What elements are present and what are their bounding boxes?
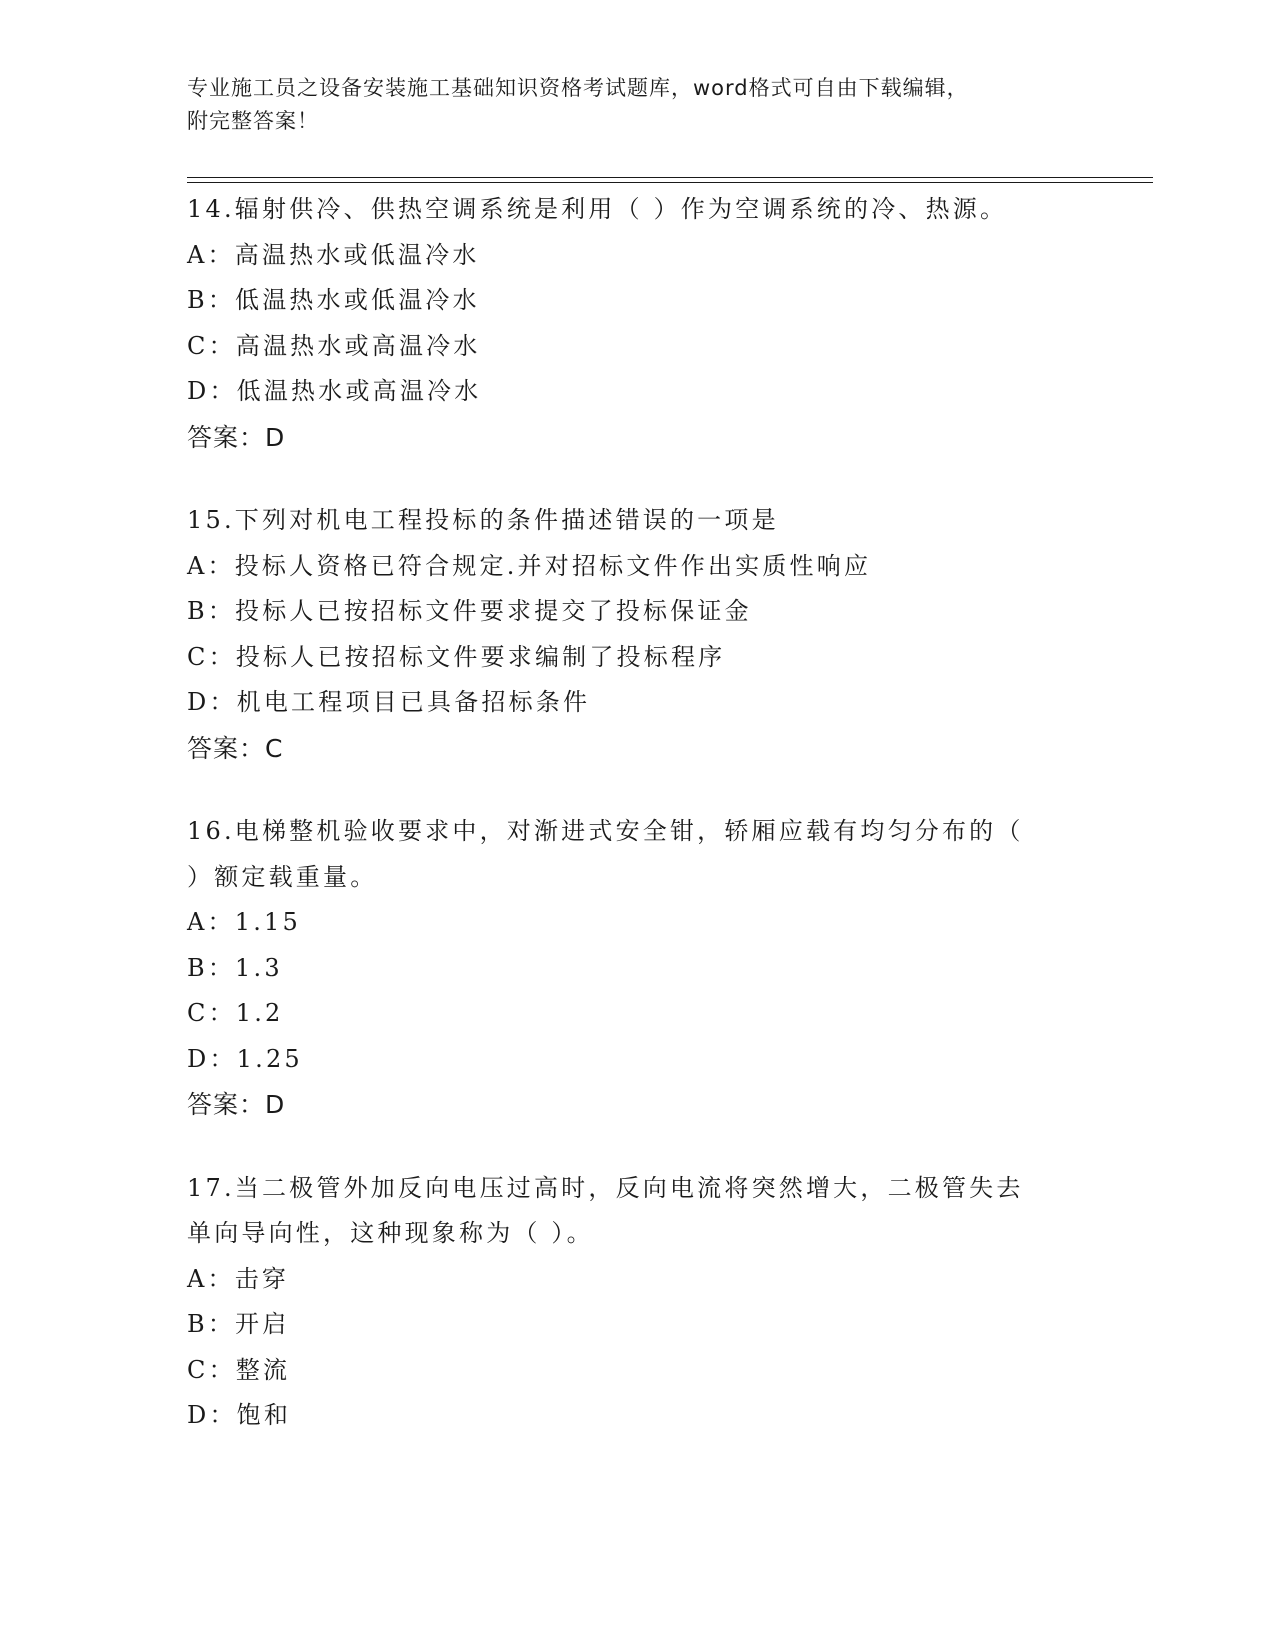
question-16 <box>187 809 1087 1128</box>
question-14 <box>187 187 1087 460</box>
option-a: A：1.15 <box>187 908 301 936</box>
question-stem <box>187 187 1087 233</box>
question-15 <box>187 498 1087 771</box>
option-b: B：投标人已按招标文件要求提交了投标保证金 <box>187 597 752 625</box>
stem-line: 14.辐射供冷、供热空调系统是利用（ ）作为空调系统的冷、热源。 <box>187 195 1008 223</box>
option-b: B：开启 <box>187 1310 290 1338</box>
header-divider-top <box>187 177 1153 178</box>
option-a: A：高温热水或低温冷水 <box>187 240 480 269</box>
option-d: D：1.25 <box>187 1044 303 1073</box>
option-c: C：整流 <box>187 1355 291 1384</box>
stem-line: 15.下列对机电工程投标的条件描述错误的一项是 <box>187 506 779 534</box>
answer-text: 答案：C <box>187 733 284 763</box>
option-c: C：1.2 <box>187 999 284 1027</box>
question-list <box>187 187 1087 1477</box>
header-line-1: 专业施工员之设备安装施工基础知识资格考试题库，word格式可自由下载编辑， <box>187 76 969 100</box>
stem-line: ）额定载重量。 <box>187 862 378 891</box>
document-header <box>187 72 1067 138</box>
question-stem <box>187 498 1087 544</box>
stem-line: 16.电梯整机验收要求中，对渐进式安全钳，轿厢应载有均匀分布的（ <box>187 817 1024 845</box>
option-d: D：饱和 <box>187 1401 292 1429</box>
question-stem <box>187 1166 1087 1257</box>
option-c: C：高温热水或高温冷水 <box>187 331 481 360</box>
option-b: B：1.3 <box>187 953 283 982</box>
option-c: C：投标人已按招标文件要求编制了投标程序 <box>187 642 726 671</box>
answer-text: 答案：D <box>187 1090 286 1119</box>
header-line-2: 附完整答案！ <box>187 109 319 133</box>
stem-line: 单向导向性，这种现象称为（ ）。 <box>187 1219 594 1247</box>
stem-line: 17.当二极管外加反向电压过高时，反向电流将突然增大，二极管失去 <box>187 1173 1024 1202</box>
question-stem <box>187 809 1087 900</box>
question-17 <box>187 1166 1087 1439</box>
option-a: A：投标人资格已符合规定.并对招标文件作出实质性响应 <box>187 551 872 580</box>
option-d: D：机电工程项目已具备招标条件 <box>187 688 591 716</box>
option-b: B：低温热水或低温冷水 <box>187 286 480 314</box>
answer-text: 答案：D <box>187 422 286 452</box>
option-a: A：击穿 <box>187 1264 290 1293</box>
header-divider-bottom <box>187 182 1153 183</box>
option-d: D：低温热水或高温冷水 <box>187 377 482 405</box>
